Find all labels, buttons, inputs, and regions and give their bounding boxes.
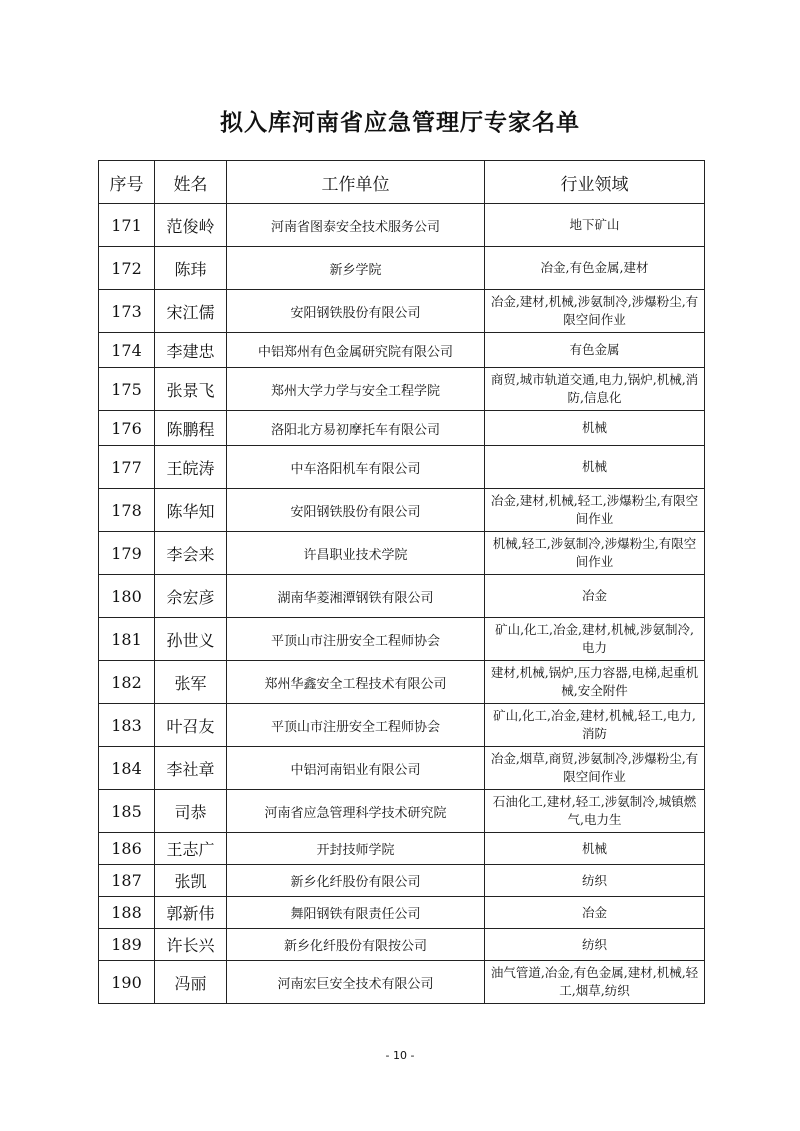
cell-field: 有色金属 <box>485 333 705 368</box>
cell-name: 宋江儒 <box>155 290 227 333</box>
table-row <box>99 618 705 661</box>
table-row <box>99 790 705 833</box>
cell-no: 176 <box>99 411 155 446</box>
cell-name: 陈鹏程 <box>155 411 227 446</box>
cell-no: 189 <box>99 929 155 961</box>
cell-no: 181 <box>99 618 155 661</box>
table-row <box>99 489 705 532</box>
table-row <box>99 833 705 865</box>
cell-no: 186 <box>99 833 155 865</box>
table-row <box>99 661 705 704</box>
table-row <box>99 575 705 618</box>
cell-name: 孙世义 <box>155 618 227 661</box>
table-row <box>99 247 705 290</box>
cell-field: 冶金 <box>485 897 705 929</box>
cell-name: 张景飞 <box>155 368 227 411</box>
table-row <box>99 865 705 897</box>
cell-name: 陈玮 <box>155 247 227 290</box>
cell-unit: 新乡学院 <box>227 247 485 290</box>
cell-no: 188 <box>99 897 155 929</box>
cell-name: 张凯 <box>155 865 227 897</box>
table-header-row <box>99 161 705 204</box>
cell-field: 矿山,化工,冶金,建材,机械,涉氨制冷,电力 <box>485 618 705 661</box>
table-row <box>99 961 705 1004</box>
cell-name: 司恭 <box>155 790 227 833</box>
table-body <box>99 204 705 1004</box>
cell-field: 机械,轻工,涉氨制冷,涉爆粉尘,有限空间作业 <box>485 532 705 575</box>
table-row <box>99 204 705 247</box>
cell-unit: 新乡化纤股份有限公司 <box>227 865 485 897</box>
cell-unit: 开封技师学院 <box>227 833 485 865</box>
cell-unit: 新乡化纤股份有限按公司 <box>227 929 485 961</box>
cell-unit: 中铝河南铝业有限公司 <box>227 747 485 790</box>
page-number: - 10 - <box>385 1049 415 1062</box>
cell-name: 佘宏彦 <box>155 575 227 618</box>
cell-unit: 中铝郑州有色金属研究院有限公司 <box>227 333 485 368</box>
table-row <box>99 411 705 446</box>
cell-field: 冶金 <box>485 575 705 618</box>
cell-no: 187 <box>99 865 155 897</box>
cell-field: 建材,机械,锅炉,压力容器,电梯,起重机械,安全附件 <box>485 661 705 704</box>
cell-no: 171 <box>99 204 155 247</box>
cell-name: 李社章 <box>155 747 227 790</box>
cell-field: 冶金,建材,机械,涉氨制冷,涉爆粉尘,有限空间作业 <box>485 290 705 333</box>
cell-field: 机械 <box>485 446 705 489</box>
cell-field: 石油化工,建材,轻工,涉氨制冷,城镇燃气,电力生 <box>485 790 705 833</box>
cell-unit: 郑州大学力学与安全工程学院 <box>227 368 485 411</box>
cell-unit: 郑州华鑫安全工程技术有限公司 <box>227 661 485 704</box>
cell-name: 张军 <box>155 661 227 704</box>
page-title: 拟入库河南省应急管理厅专家名单 <box>220 110 580 136</box>
table-row <box>99 929 705 961</box>
cell-field: 商贸,城市轨道交通,电力,锅炉,机械,消防,信息化 <box>485 368 705 411</box>
cell-unit: 平顶山市注册安全工程师协会 <box>227 618 485 661</box>
cell-name: 许长兴 <box>155 929 227 961</box>
cell-no: 177 <box>99 446 155 489</box>
cell-field: 冶金,有色金属,建材 <box>485 247 705 290</box>
cell-field: 油气管道,冶金,有色金属,建材,机械,轻工,烟草,纺织 <box>485 961 705 1004</box>
cell-unit: 洛阳北方易初摩托车有限公司 <box>227 411 485 446</box>
cell-no: 174 <box>99 333 155 368</box>
cell-field: 纺织 <box>485 929 705 961</box>
cell-field: 矿山,化工,冶金,建材,机械,轻工,电力,消防 <box>485 704 705 747</box>
cell-name: 王志广 <box>155 833 227 865</box>
cell-unit: 安阳钢铁股份有限公司 <box>227 290 485 333</box>
table-row <box>99 333 705 368</box>
cell-unit: 许昌职业技术学院 <box>227 532 485 575</box>
table-row <box>99 290 705 333</box>
cell-field: 机械 <box>485 833 705 865</box>
cell-field: 冶金,建材,机械,轻工,涉爆粉尘,有限空间作业 <box>485 489 705 532</box>
expert-table <box>98 160 705 1004</box>
cell-name: 李会来 <box>155 532 227 575</box>
cell-no: 178 <box>99 489 155 532</box>
cell-field: 地下矿山 <box>485 204 705 247</box>
cell-name: 陈华知 <box>155 489 227 532</box>
cell-no: 180 <box>99 575 155 618</box>
cell-field: 冶金,烟草,商贸,涉氨制冷,涉爆粉尘,有限空间作业 <box>485 747 705 790</box>
cell-no: 185 <box>99 790 155 833</box>
cell-name: 范俊岭 <box>155 204 227 247</box>
cell-no: 190 <box>99 961 155 1004</box>
table-row <box>99 532 705 575</box>
table-row <box>99 704 705 747</box>
cell-unit: 河南省图泰安全技术服务公司 <box>227 204 485 247</box>
cell-name: 冯丽 <box>155 961 227 1004</box>
cell-field: 纺织 <box>485 865 705 897</box>
header-unit: 工作单位 <box>227 161 485 204</box>
header-field: 行业领域 <box>485 161 705 204</box>
cell-field: 机械 <box>485 411 705 446</box>
cell-no: 173 <box>99 290 155 333</box>
cell-unit: 中车洛阳机车有限公司 <box>227 446 485 489</box>
table-row <box>99 897 705 929</box>
cell-name: 叶召友 <box>155 704 227 747</box>
cell-unit: 河南宏巨安全技术有限公司 <box>227 961 485 1004</box>
table-row <box>99 446 705 489</box>
cell-no: 175 <box>99 368 155 411</box>
cell-no: 182 <box>99 661 155 704</box>
cell-no: 172 <box>99 247 155 290</box>
cell-name: 郭新伟 <box>155 897 227 929</box>
cell-unit: 湖南华菱湘潭钢铁有限公司 <box>227 575 485 618</box>
header-name: 姓名 <box>155 161 227 204</box>
cell-no: 179 <box>99 532 155 575</box>
cell-no: 183 <box>99 704 155 747</box>
table-row <box>99 368 705 411</box>
cell-no: 184 <box>99 747 155 790</box>
table-row <box>99 747 705 790</box>
cell-unit: 舞阳钢铁有限责任公司 <box>227 897 485 929</box>
cell-unit: 安阳钢铁股份有限公司 <box>227 489 485 532</box>
cell-unit: 河南省应急管理科学技术研究院 <box>227 790 485 833</box>
cell-name: 李建忠 <box>155 333 227 368</box>
cell-name: 王皖涛 <box>155 446 227 489</box>
header-no: 序号 <box>99 161 155 204</box>
cell-unit: 平顶山市注册安全工程师协会 <box>227 704 485 747</box>
